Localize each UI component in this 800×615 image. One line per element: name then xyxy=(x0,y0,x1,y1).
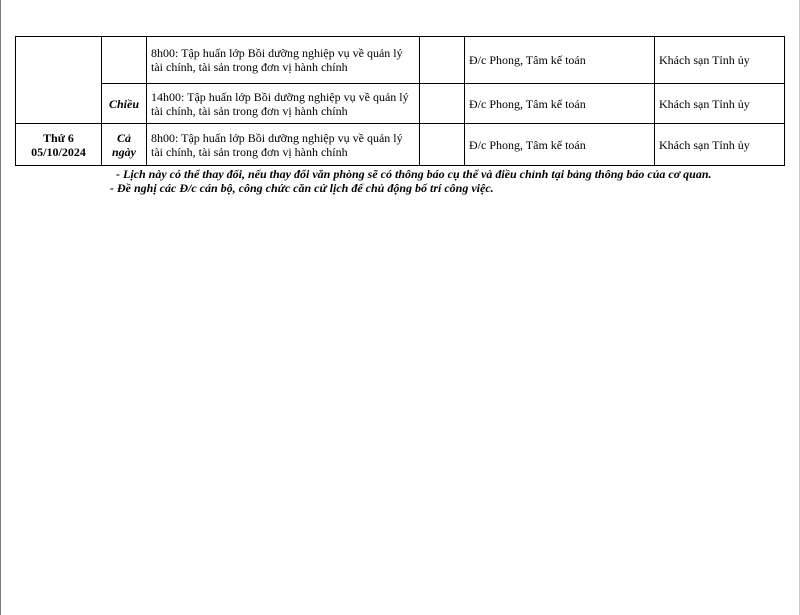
location-cell: Khách sạn Tỉnh ủy xyxy=(655,37,785,84)
table-row xyxy=(16,124,785,166)
day-date: 05/10/2024 xyxy=(31,144,86,159)
location-cell: Khách sạn Tỉnh ủy xyxy=(655,124,785,166)
location-cell: Khách sạn Tỉnh ủy xyxy=(655,84,785,124)
empty-cell xyxy=(420,84,465,124)
empty-cell xyxy=(420,37,465,84)
activity-content: 8h00: Tập huấn lớp Bồi dưỡng nghiệp vụ về quản lý tài chính, tài sản trong đơn vị hành chính xyxy=(147,124,420,166)
day-cell xyxy=(16,124,102,166)
note-change: - Lịch này có thể thay đổi, nếu thay đổi văn phòng sẽ có thông báo cụ thể và điều chỉnh tại bảng thông báo của cơ quan. xyxy=(116,167,712,181)
table-row xyxy=(16,37,785,84)
table-row xyxy=(16,84,785,124)
session-cell xyxy=(102,37,147,84)
page-left-border xyxy=(0,0,1,615)
session-cell: Chiều xyxy=(102,84,147,124)
participants-cell: Đ/c Phong, Tâm kế toán xyxy=(465,37,655,84)
note-request: - Đề nghị các Đ/c cán bộ, công chức căn cứ lịch để chủ động bố trí công việc. xyxy=(110,181,494,195)
activity-content: 8h00: Tập huấn lớp Bồi dưỡng nghiệp vụ về quản lý tài chính, tài sản trong đơn vị hành chính xyxy=(147,37,420,84)
activity-content: 14h00: Tập huấn lớp Bồi dưỡng nghiệp vụ về quản lý tài chính, tài sản trong đơn vị hành chính xyxy=(147,84,420,124)
participants-cell: Đ/c Phong, Tâm kế toán xyxy=(465,84,655,124)
notes xyxy=(110,167,712,195)
session-line2: ngày xyxy=(112,144,136,159)
participants-cell: Đ/c Phong, Tâm kế toán xyxy=(465,124,655,166)
schedule-table xyxy=(15,36,785,166)
empty-cell xyxy=(420,124,465,166)
session-line1: Cả xyxy=(116,130,131,145)
day-name: Thứ 6 xyxy=(43,130,74,145)
day-cell xyxy=(16,37,102,124)
session-cell xyxy=(102,124,147,166)
